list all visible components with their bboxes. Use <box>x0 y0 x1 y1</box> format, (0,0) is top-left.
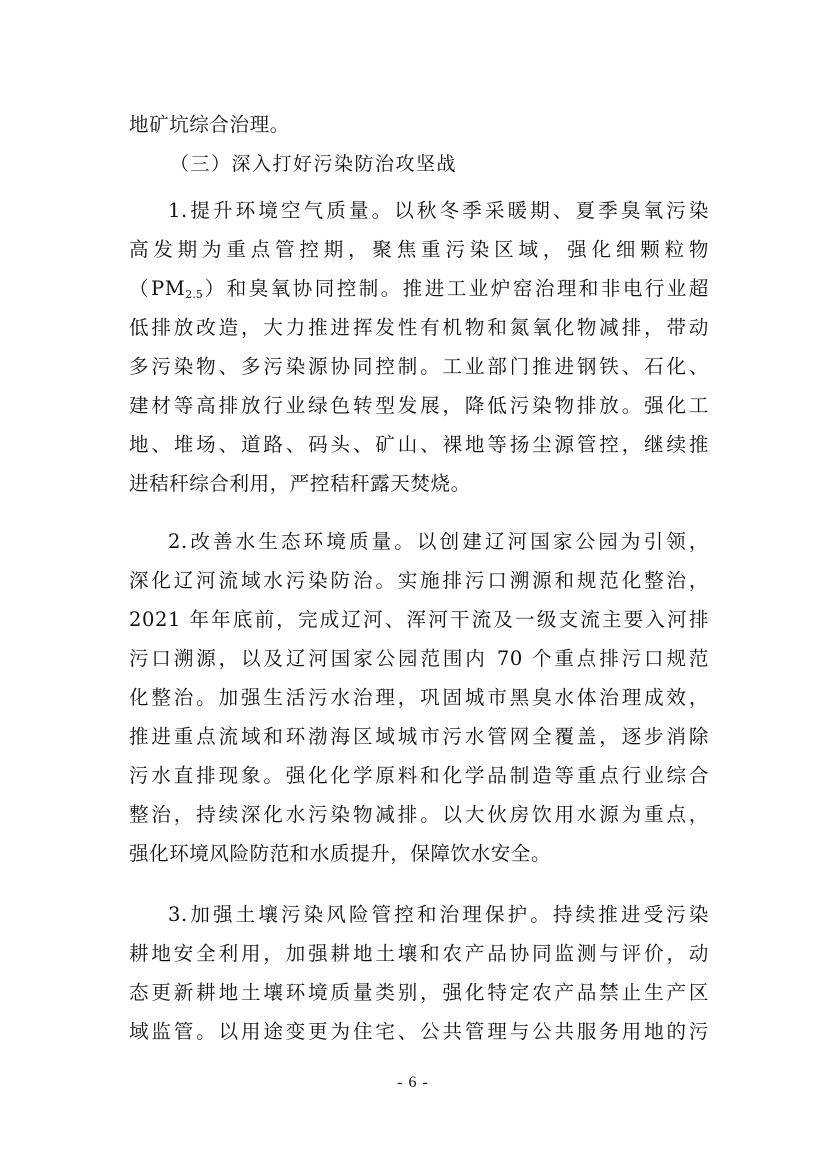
page-number: - 6 - <box>397 1074 429 1091</box>
text-line: 推进重点流域和环渤海区域城市污水管网全覆盖，逐步消除 <box>129 725 709 748</box>
text-line: 整治，持续深化水污染物减排。以大伙房饮用水源为重点， <box>129 803 709 826</box>
text-line: 进秸秆综合利用，严控秸秆露天焚烧。 <box>129 472 471 495</box>
text-line: 污口溯源，以及辽河国家公园范围内 70 个重点排污口规范 <box>129 647 709 670</box>
text-line: 深化辽河流域水污染防治。实施排污口溯源和规范化整治， <box>129 569 709 592</box>
text-line: 和臭氧协同控制。推进工业炉窑治理和非电行业超 <box>226 277 709 300</box>
text-line: 化整治。加强生活污水治理，巩固城市黑臭水体治理成效， <box>129 686 709 709</box>
text-line: 强化环境风险防范和水质提升，保障饮水安全。 <box>129 842 552 865</box>
text-line: 地矿坑综合治理。 <box>129 113 290 136</box>
paragraph-1-first-line: 1.提升环境空气质量。以秋冬季采暖期、夏季臭氧污染 <box>168 199 709 222</box>
section-heading: （三）深入打好污染防治攻坚战 <box>170 153 458 175</box>
paragraph-3-first-line: 3.加强土壤污染风险管控和治理保护。持续推进受污染 <box>168 903 709 926</box>
text-line: 建材等高排放行业绿色转型发展，降低污染物排放。强化工 <box>129 394 709 417</box>
text-line-pm25 <box>129 275 709 309</box>
pm-subscript: 2.5 <box>185 288 203 301</box>
text-line: 域监管。以用途变更为住宅、公共管理与公共服务用地的污 <box>129 1020 709 1043</box>
text-line: 低排放改造，大力推进挥发性有机物和氮氧化物减排，带动 <box>129 316 709 339</box>
paragraph-2-first-line: 2.改善水生态环境质量。以创建辽河国家公园为引领， <box>168 530 709 553</box>
pm-prefix: （PM <box>129 277 186 300</box>
pm-suffix: ） <box>202 277 227 300</box>
text-line: 污水直排现象。强化化学原料和化学品制造等重点行业综合 <box>129 764 709 787</box>
text-line: 2021 年年底前，完成辽河、浑河干流及一级支流主要入河排 <box>129 608 709 631</box>
text-line: 高发期为重点管控期，聚焦重污染区域，强化细颗粒物 <box>129 238 709 261</box>
text-line: 地、堆场、道路、码头、矿山、裸地等扬尘源管控，继续推 <box>129 433 709 456</box>
text-line: 态更新耕地土壤环境质量类别，强化特定农产品禁止生产区 <box>129 981 709 1004</box>
text-line: 耕地安全利用，加强耕地土壤和农产品协同监测与评价，动 <box>129 942 709 965</box>
text-line: 多污染物、多污染源协同控制。工业部门推进钢铁、石化、 <box>129 355 709 378</box>
